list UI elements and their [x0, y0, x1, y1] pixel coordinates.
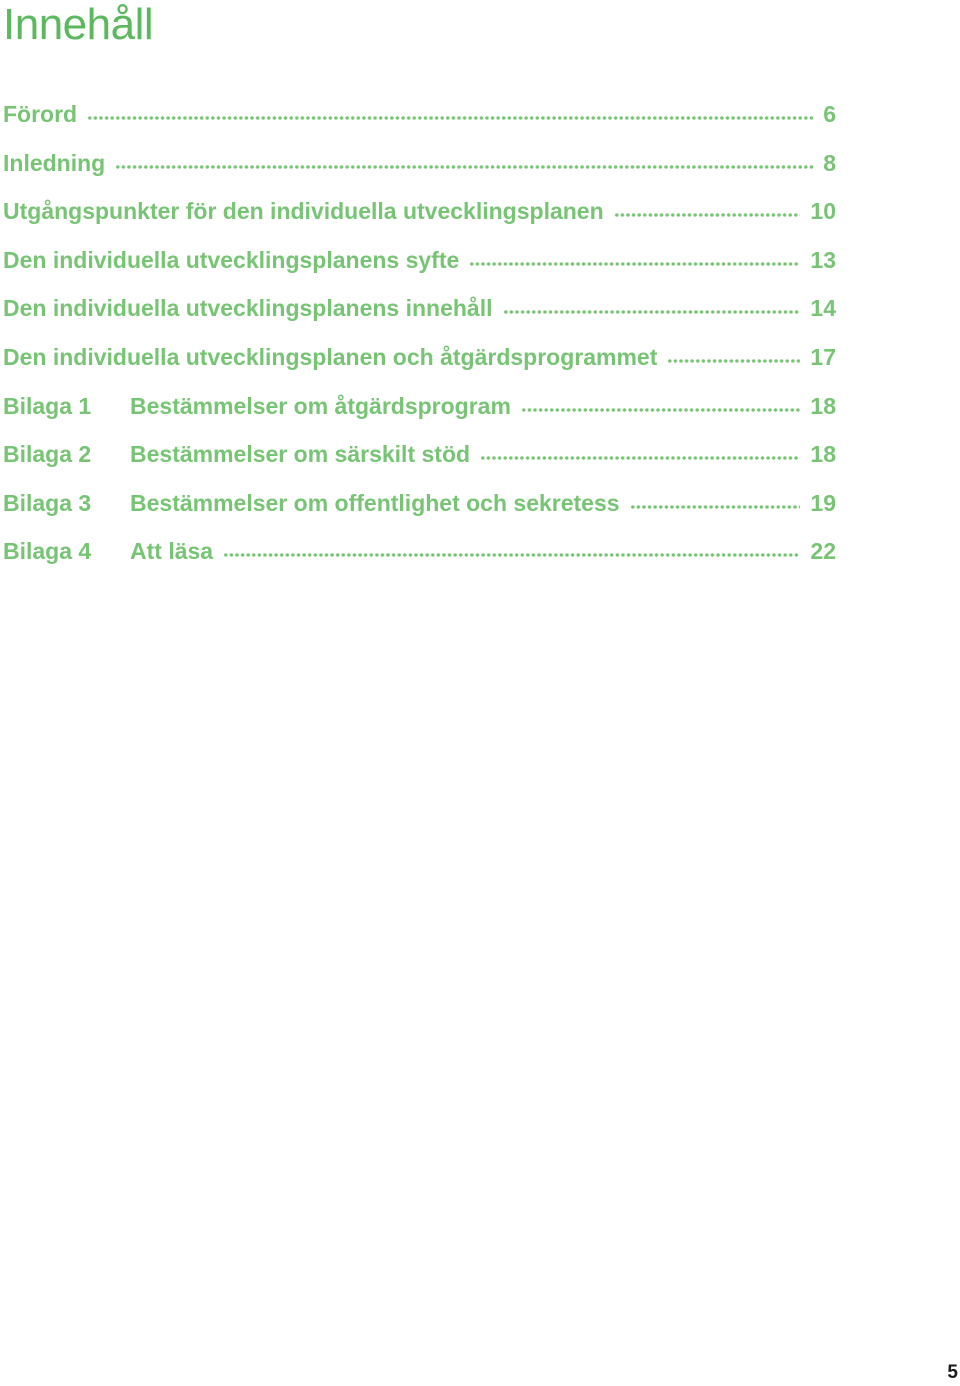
page-title: Innehåll [3, 0, 154, 49]
toc-entry-utgangspunkter[interactable] [3, 187, 836, 236]
dot-leader [503, 309, 801, 315]
toc-entry-title: Bestämmelser om åtgärdsprogram [130, 392, 511, 419]
toc-entry-syfte[interactable] [3, 236, 836, 285]
toc-entry-page: 8 [823, 149, 836, 176]
appendix-label: Bilaga 3 [3, 489, 92, 516]
toc-entry-page: 18 [810, 392, 836, 419]
page-number: 5 [947, 1362, 958, 1383]
toc-entry-title: Den individuella utvecklingsplanens innehåll [3, 295, 493, 322]
toc-entry-title: Den individuella utvecklingsplanen och åtgärdsprogrammet [3, 343, 658, 370]
appendix-label: Bilaga 4 [3, 538, 92, 565]
toc-entry-page: 6 [823, 101, 836, 127]
dot-leader [223, 552, 800, 558]
toc-entry-page: 10 [810, 198, 836, 225]
toc-entry-title: Den individuella utvecklingsplanens syfte [3, 246, 460, 273]
toc-entry-page: 18 [810, 441, 836, 468]
toc-entry-title: Utgångspunkter för den individuella utvecklingsplanen [3, 198, 604, 225]
toc-entry-page: 13 [810, 246, 836, 273]
toc-entry-title: Bestämmelser om offentlighet och sekretess [130, 489, 620, 516]
dot-leader [480, 455, 800, 461]
dot-leader [115, 164, 813, 170]
dot-leader [630, 504, 801, 510]
toc-entry-page: 19 [810, 489, 836, 516]
toc-entry-atgardsprogrammet[interactable] [3, 333, 836, 382]
dot-leader [469, 261, 800, 267]
toc-entry-bilaga-3[interactable] [3, 479, 836, 528]
toc-entry-page: 14 [810, 295, 836, 322]
toc-entry-page: 17 [810, 343, 836, 370]
table-of-contents [3, 90, 836, 576]
toc-entry-forord[interactable] [3, 90, 836, 139]
toc-entry-title: Att läsa [130, 538, 214, 565]
toc-entry-title: Förord [3, 101, 78, 127]
dot-leader [614, 212, 801, 218]
toc-entry-innehall[interactable] [3, 284, 836, 333]
toc-entry-title: Inledning [3, 149, 106, 176]
toc-entry-bilaga-1[interactable] [3, 382, 836, 431]
toc-entry-title: Bestämmelser om särskilt stöd [130, 441, 471, 468]
appendix-label: Bilaga 2 [3, 441, 92, 468]
dot-leader [87, 115, 813, 121]
dot-leader [667, 358, 800, 364]
toc-entry-page: 22 [810, 538, 836, 565]
toc-entry-bilaga-2[interactable] [3, 430, 836, 479]
appendix-label: Bilaga 1 [3, 392, 92, 419]
toc-entry-inledning[interactable] [3, 139, 836, 188]
toc-entry-bilaga-4[interactable] [3, 527, 836, 576]
dot-leader [521, 407, 800, 413]
